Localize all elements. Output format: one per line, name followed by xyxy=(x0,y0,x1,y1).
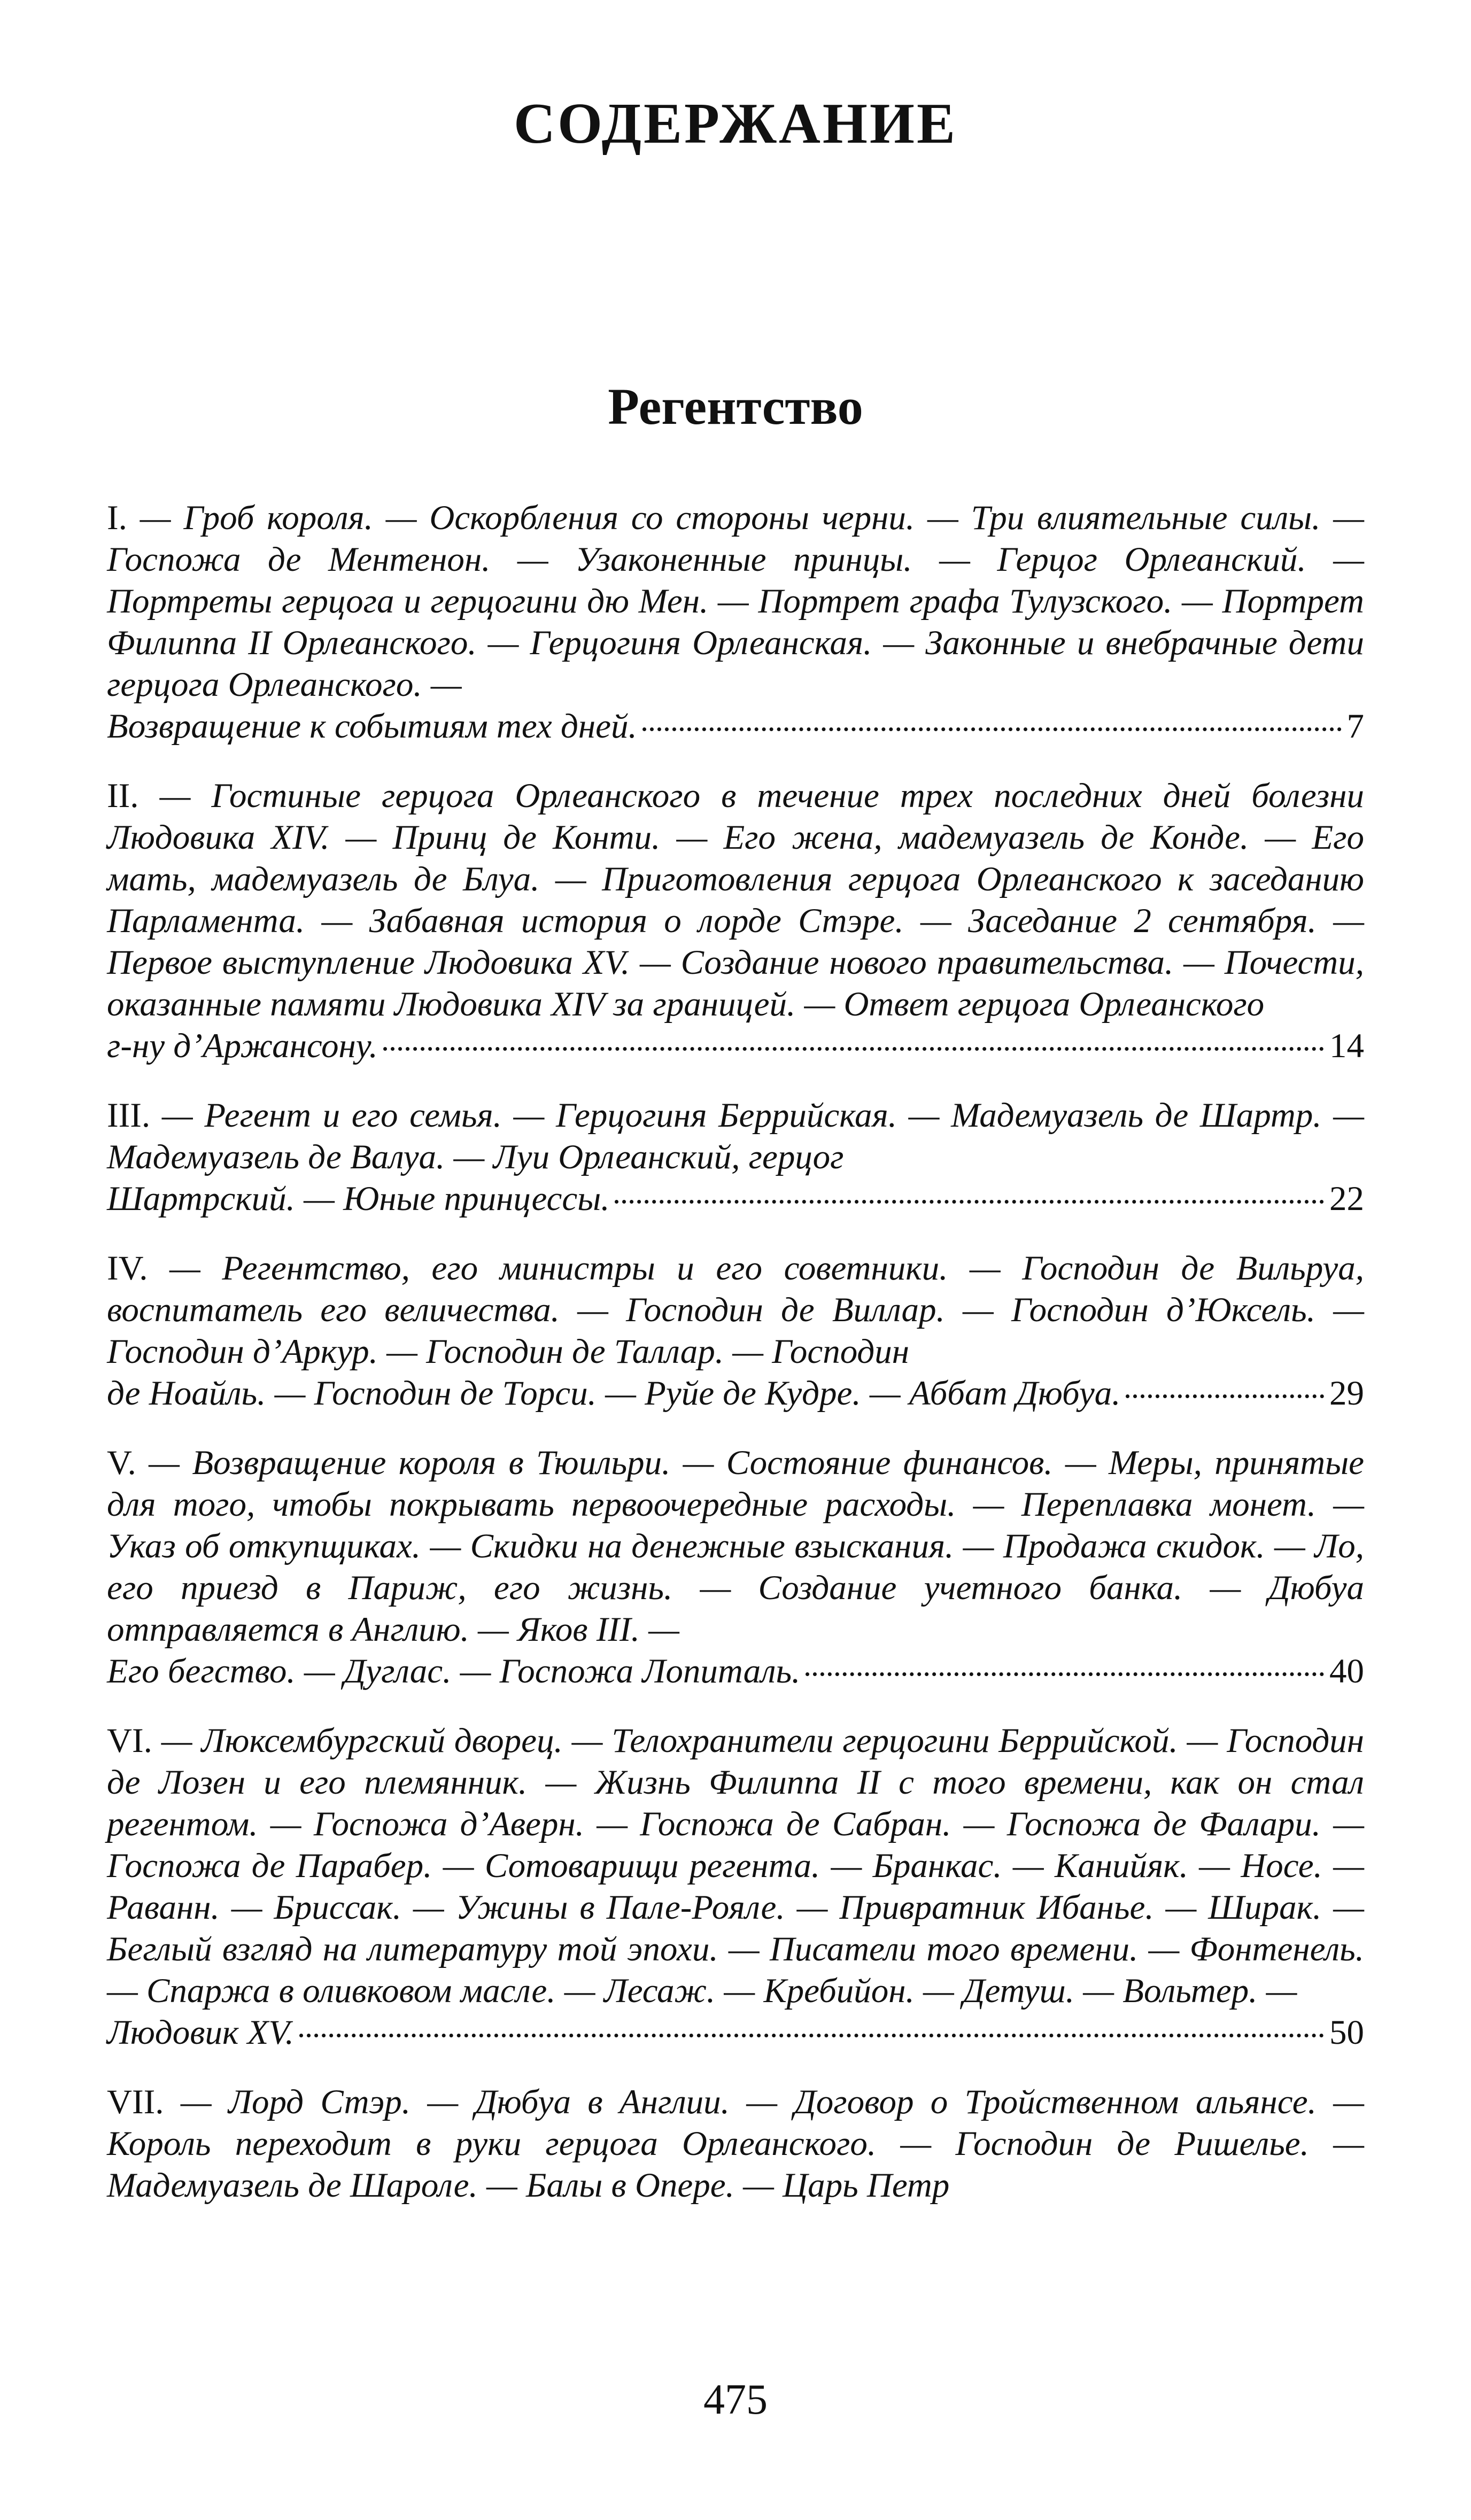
toc-entry xyxy=(107,1720,1364,2053)
entry-last-line xyxy=(107,1178,1364,1220)
entry-last-line xyxy=(107,1025,1364,1067)
entry-number: VII. xyxy=(107,2083,164,2121)
table-of-contents xyxy=(107,497,1364,2234)
entry-last-line xyxy=(107,2012,1364,2053)
entry-last-line xyxy=(107,705,1364,747)
entry-page: 50 xyxy=(1329,2013,1364,2052)
entry-last-text: де Ноайль. — Господин де Торси. — Руйе де Кудре. — Аббат Дюбуа. xyxy=(107,1374,1121,1413)
page-number: 475 xyxy=(703,2376,768,2423)
toc-entry xyxy=(107,1442,1364,1692)
toc-entry xyxy=(107,1095,1364,1220)
dot-leader xyxy=(1126,1394,1324,1398)
toc-entry xyxy=(107,1247,1364,1414)
entry-page: 29 xyxy=(1329,1374,1364,1413)
entry-number: II. xyxy=(107,777,139,815)
entry-number: V. xyxy=(107,1444,136,1482)
entry-number: III. xyxy=(107,1096,151,1135)
entry-last-text: Людовик XV. xyxy=(107,2013,294,2052)
entry-text: — Регентство, его министры и его советники. — Господин де Вильруа, воспитатель его величества. — Господин де Виллар. — Господин д’Юксель. — Господин д’Аркур. — Господин де Таллар. — Господин xyxy=(107,1249,1365,1371)
dot-leader xyxy=(299,2034,1324,2037)
entry-number: VI. xyxy=(107,1722,152,1760)
toc-entry xyxy=(107,2081,1364,2206)
entry-last-text: г-ну д’Аржансону. xyxy=(107,1027,378,1065)
entry-last-text: Его бегство. — Дуглас. — Госпожа Лопиталь. xyxy=(107,1652,801,1691)
dot-leader xyxy=(642,727,1342,731)
section-title: Регентство xyxy=(608,378,863,435)
entry-page: 40 xyxy=(1329,1652,1364,1691)
entry-text: — Возвращение короля в Тюильри. — Состояние финансов. — Меры, принятые для того, чтобы покрывать первоочередные расходы. — Переплавка монет. — Указ об откупщиках. — Скидки на денежные взыскания. — Продажа скидок. — Ло, его приезд в Париж, его жизнь. — Создание учетного банка. — Дюбуа отправляется в Англию. — Яков III. — xyxy=(107,1444,1365,1649)
entry-page: 14 xyxy=(1329,1027,1364,1065)
page-title: СОДЕРЖАНИЕ xyxy=(514,92,957,156)
entry-text: — Лорд Стэр. — Дюбуа в Англии. — Договор о Тройственном альянсе. — Король переходит в руки герцога Орлеанского. — Господин де Ришелье. — Мадемуазель де Шароле. — Балы в Опере. — Царь Петр xyxy=(107,2083,1364,2205)
entry-page: 7 xyxy=(1346,707,1364,746)
entry-number: IV. xyxy=(107,1249,148,1288)
entry-text: — Гроб короля. — Оскорбления со стороны черни. — Три влиятельные силы. — Госпожа де Ментенон. — Узаконенные принцы. — Герцог Орлеанский. — Портреты герцога и герцогини дю Мен. — Портрет графа Тулузского. — Портрет Филиппа II Орлеанского. — Герцогиня Орлеанская. — Законные и внебрачные дети герцога Орлеанского. — xyxy=(107,499,1364,704)
dot-leader xyxy=(615,1200,1324,1204)
dot-leader xyxy=(806,1672,1324,1676)
entry-text: — Регент и его семья. — Герцогиня Беррийская. — Мадемуазель де Шартр. — Мадемуазель де Валуа. — Луи Орлеанский, герцог xyxy=(107,1096,1365,1176)
toc-entry xyxy=(107,497,1364,747)
entry-number: I. xyxy=(107,499,127,537)
entry-text: — Гостиные герцога Орлеанского в течение трех последних дней болезни Людовика XIV. — Принц де Конти. — Его жена, мадемуазель де Конде. — Его мать, мадемуазель де Блуа. — Приготовления герцога Орлеанского к заседанию Парламента. — Забавная история о лорде Стэре. — Заседание 2 сентября. — Первое выступление Людовика XV. — Создание нового правительства. — Почести, оказанные памяти Людовика XIV за границей. — Ответ герцога Орлеанского xyxy=(107,777,1364,1023)
entry-last-text: Шартрский. — Юные принцессы. xyxy=(107,1180,610,1218)
entry-last-line xyxy=(107,1373,1364,1414)
entry-last-text: Возвращение к событиям тех дней. xyxy=(107,707,637,746)
entry-page: 22 xyxy=(1329,1180,1364,1218)
entry-last-line xyxy=(107,1650,1364,1692)
dot-leader xyxy=(383,1047,1324,1051)
toc-entry xyxy=(107,775,1364,1067)
entry-text: — Люксембургский дворец. — Телохранители герцогини Беррийской. — Господин де Лозен и его племянник. — Жизнь Филиппа II с того времени, как он стал регентом. — Госпожа д’Аверн. — Госпожа де Сабран. — Госпожа де Фалари. — Госпожа де Парабер. — Сотоварищи регента. — Бранкас. — Канийяк. — Носе. — Раванн. — Бриссак. — Ужины в Пале-Рояле. — Привратник Ибанье. — Ширак. — Беглый взгляд на литературу той эпохи. — Писатели того времени. — Фонтенель. — Спаржа в оливковом масле. — Лесаж. — Кребийон. — Детуш. — Вольтер. — xyxy=(107,1722,1365,2010)
